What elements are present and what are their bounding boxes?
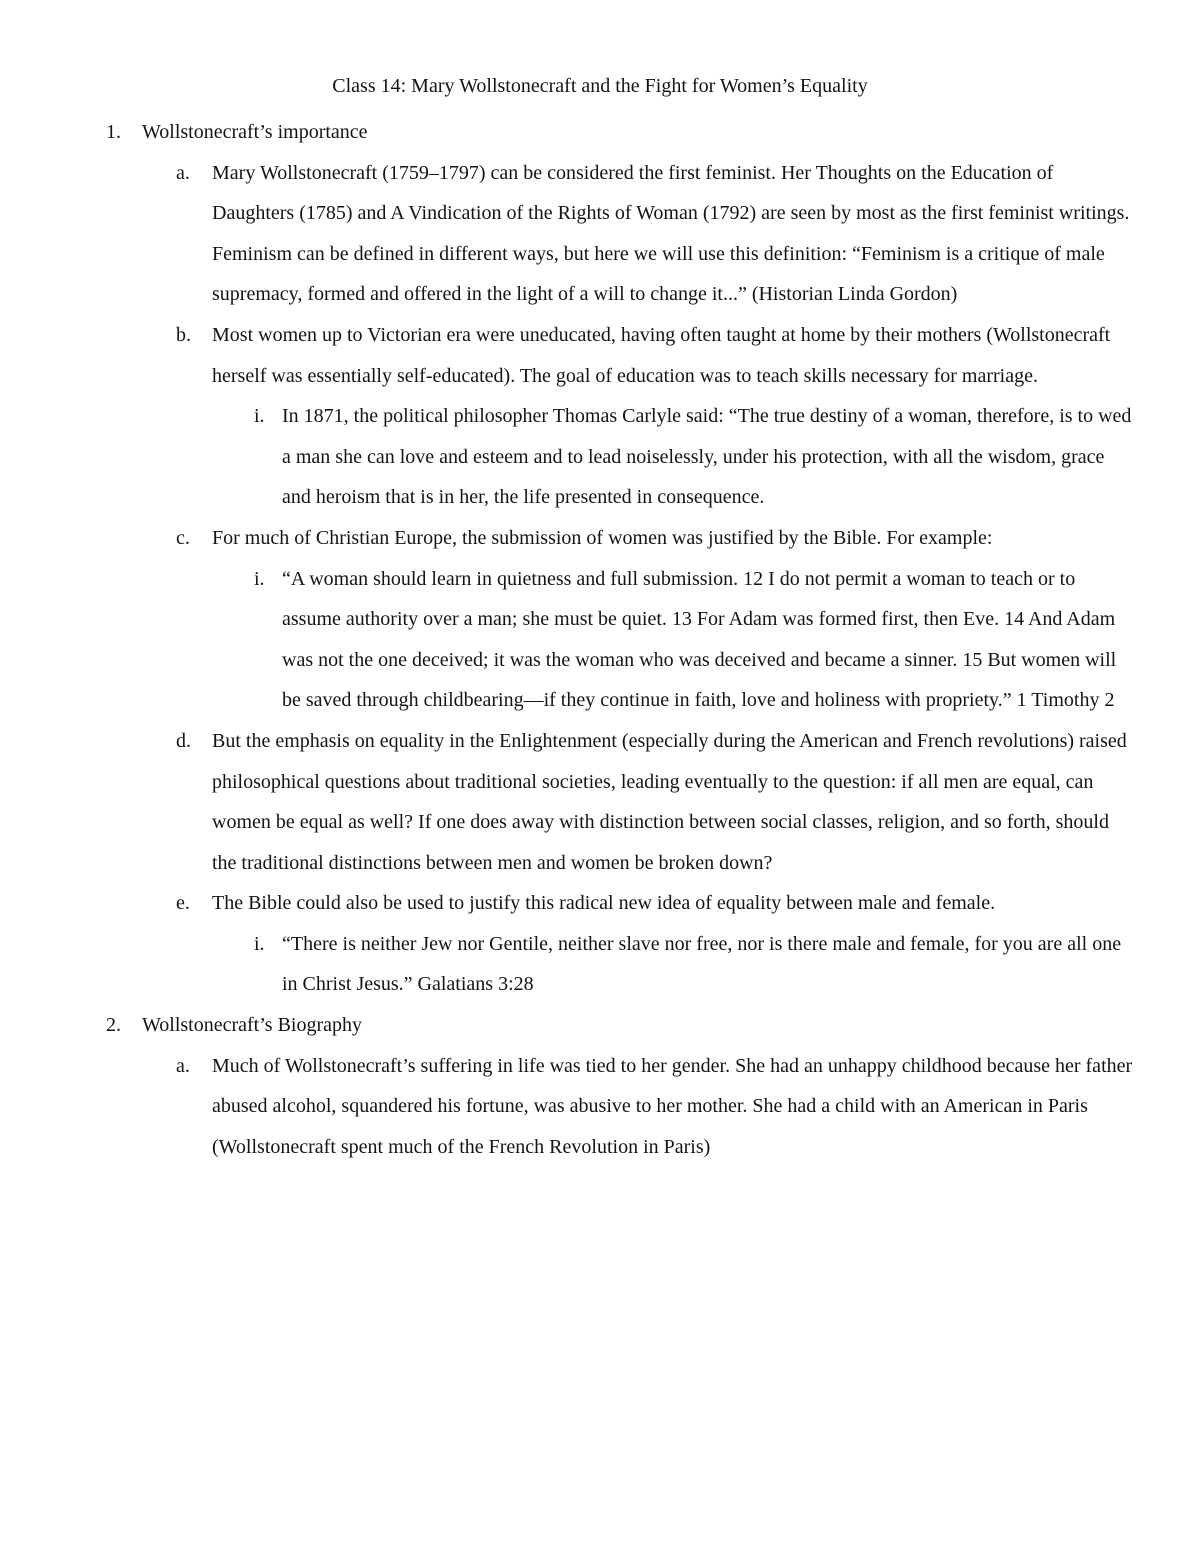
item-marker: c.	[176, 526, 190, 549]
item-text: For much of Christian Europe, the submission of women was justified by the Bible. For example:	[212, 526, 993, 549]
outline	[0, 112, 1200, 1167]
item-text: The Bible could also be used to justify this radical new idea of equality between male and female.	[212, 892, 996, 915]
sub-item-text: “A woman should learn in quietness and full submission. 12 I do not permit a woman to teach or to assume authority over a man; she must be quiet. 13 For Adam was formed first, then Eve. 14 And Adam was not the one deceived; it was the woman who was deceived and became a sinner. 15 But women will be saved through childbearing—if they continue in faith, love and holiness with propriety.” 1 Timothy 2	[282, 567, 1117, 712]
section-1	[0, 112, 1200, 153]
item-text: But the emphasis on equality in the Enlightenment (especially during the American and French revolutions) raised philosophical questions about traditional societies, leading eventually to the question: if all men are equal, can women be equal as well? If one does away with distinction between social classes, religion, and so forth, should the traditional distinctions between men and women be broken down?	[212, 729, 1127, 874]
list-item	[0, 518, 1200, 559]
item-marker: a.	[176, 161, 190, 184]
list-item	[0, 1046, 1200, 1168]
list-item	[0, 721, 1200, 883]
list-item	[0, 883, 1200, 924]
sub-item-marker: i.	[254, 405, 265, 428]
item-marker: b.	[176, 323, 191, 346]
sub-item-marker: i.	[254, 932, 265, 955]
sub-list-item	[0, 559, 1200, 721]
section-marker: 2.	[106, 1014, 121, 1037]
item-marker: e.	[176, 892, 190, 915]
sub-item-marker: i.	[254, 567, 265, 590]
item-marker: a.	[176, 1054, 190, 1077]
sub-item-text: “There is neither Jew nor Gentile, neither slave nor free, nor is there male and female, for you are all one in Christ Jesus.” Galatians 3:28	[282, 932, 1122, 996]
section-heading: Wollstonecraft’s Biography	[142, 1014, 363, 1037]
list-item	[0, 315, 1200, 396]
page-title: Class 14: Mary Wollstonecraft and the Fight for Women’s Equality	[332, 75, 868, 97]
list-item	[0, 153, 1200, 315]
sub-item-text: In 1871, the political philosopher Thomas Carlyle said: “The true destiny of a woman, therefore, is to wed a man she can love and esteem and to lead noiselessly, under his protection, with all the wisdom, grace and heroism that is in her, the life presented in consequence.	[282, 405, 1132, 509]
section-2	[0, 1005, 1200, 1046]
item-text: Much of Wollstonecraft’s suffering in life was tied to her gender. She had an unhappy childhood because her father abused alcohol, squandered his fortune, was abusive to her mother. She had a child with an American in Paris (Wollstonecraft spent much of the French Revolution in Paris)	[212, 1054, 1133, 1158]
item-text: Most women up to Victorian era were uneducated, having often taught at home by their mothers (Wollstonecraft herself was essentially self-educated). The goal of education was to teach skills necessary for marriage.	[212, 323, 1111, 387]
sub-list-item	[0, 396, 1200, 518]
section-marker: 1.	[106, 121, 121, 143]
item-marker: d.	[176, 729, 191, 752]
sub-list-item	[0, 924, 1200, 1005]
item-text: Mary Wollstonecraft (1759–1797) can be considered the first feminist. Her Thoughts on the Education of Daughters (1785) and A Vindication of the Rights of Woman (1792) are seen by most as the first feminist writings. Feminism can be defined in different ways, but here we will use this definition: “Feminism is a critique of male supremacy, formed and offered in the light of a will to change it...” (Historian Linda Gordon)	[212, 161, 1130, 306]
section-heading: Wollstonecraft’s importance	[142, 121, 368, 143]
